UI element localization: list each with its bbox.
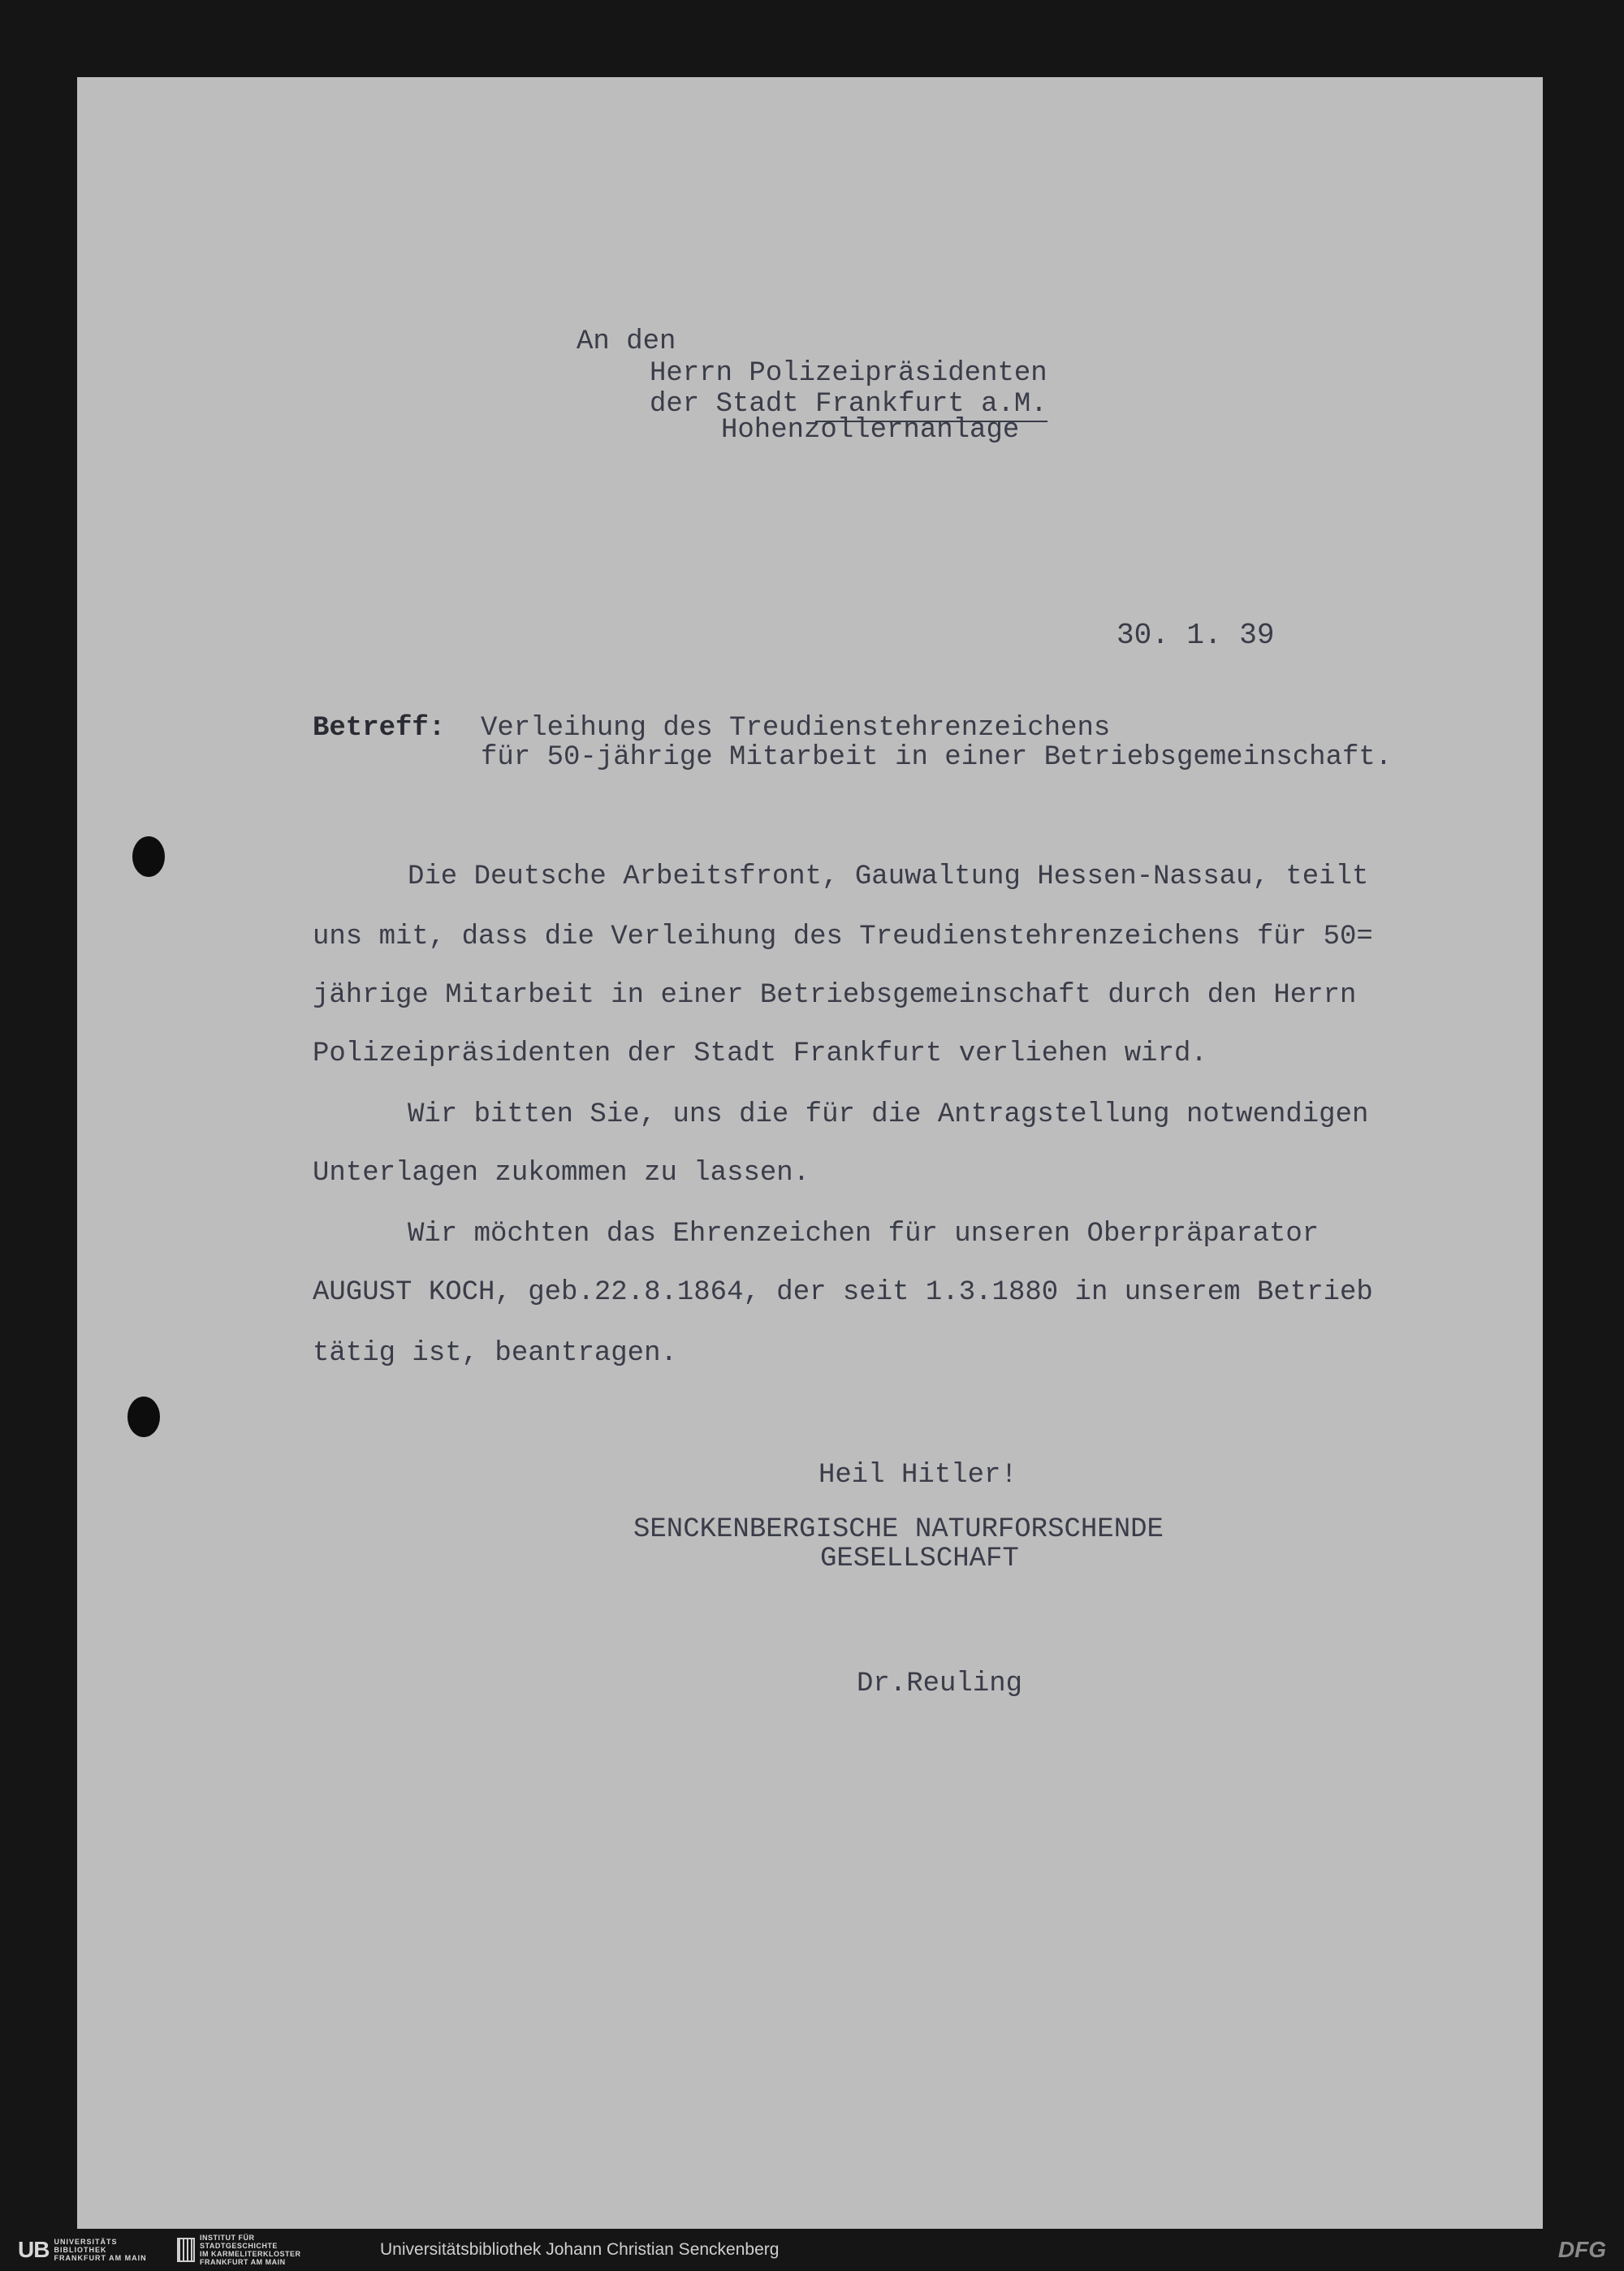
recipient-line-3a: der Stadt [650,389,816,420]
body-line-1: Die Deutsche Arbeitsfront, Gauwaltung Hessen-Nassau, teilt [408,861,1369,892]
subject-line-2: für 50-jährige Mitarbeit in einer Betriebsgemeinschaft. [481,742,1393,773]
org-line-1: SENCKENBERGISCHE NATURFORSCHENDE [633,1514,1164,1545]
archive-footer [0,2229,1624,2271]
ub-text: UNIVERSITÄTS BIBLIOTHEK FRANKFURT AM MAIN [54,2238,147,2262]
body-line-2: uns mit, dass die Verleihung des Treudienstehrenzeichens für 50= [313,922,1373,952]
institute-building-icon [177,2238,195,2262]
dfg-logo: DFG [1557,2237,1606,2262]
body-line-9: tätig ist, beantragen. [313,1338,677,1369]
punch-hole-top [132,836,165,877]
body-line-7: Wir möchten das Ehrenzeichen für unseren Oberpräparator [408,1219,1320,1250]
ub-mark: UB [18,2237,50,2262]
recipient-line-1: An den [577,326,676,357]
letter-date: 30. 1. 39 [1116,619,1275,652]
body-line-8: AUGUST KOCH, geb.22.8.1864, der seit 1.3.1880 in unserem Betrieb [313,1277,1373,1308]
recipient-line-4: Hohenzollernanlage [721,415,1020,446]
subject-line-1: Verleihung des Treudienstehrenzeichens [481,713,1111,744]
body-line-3: jährige Mitarbeit in einer Betriebsgemeinschaft durch den Herrn [313,980,1357,1011]
body-line-6: Unterlagen zukommen zu lassen. [313,1158,810,1189]
closing: Heil Hitler! [818,1460,1017,1491]
institute-text: INSTITUT FÜR STADTGESCHICHTE IM KARMELITERKLOSTER FRANKFURT AM MAIN [200,2234,301,2266]
library-credit: Universitätsbibliothek Johann Christian Senckenberg [380,2240,780,2259]
punch-hole-bottom [127,1397,160,1437]
recipient-line-3 [650,391,1047,418]
body-line-5: Wir bitten Sie, uns die für die Antragstellung notwendigen [408,1099,1369,1130]
body-line-4: Polizeipräsidenten der Stadt Frankfurt verliehen wird. [313,1038,1207,1069]
signature: Dr.Reuling [857,1669,1023,1699]
subject-label: Betreff: [313,713,446,744]
institute-logo [177,2234,301,2266]
org-line-2: GESELLSCHAFT [820,1544,1019,1574]
ub-logo [18,2237,147,2263]
recipient-city: Frankfurt a.M. [815,389,1047,422]
recipient-line-2: Herrn Polizeipräsidenten [650,358,1047,389]
